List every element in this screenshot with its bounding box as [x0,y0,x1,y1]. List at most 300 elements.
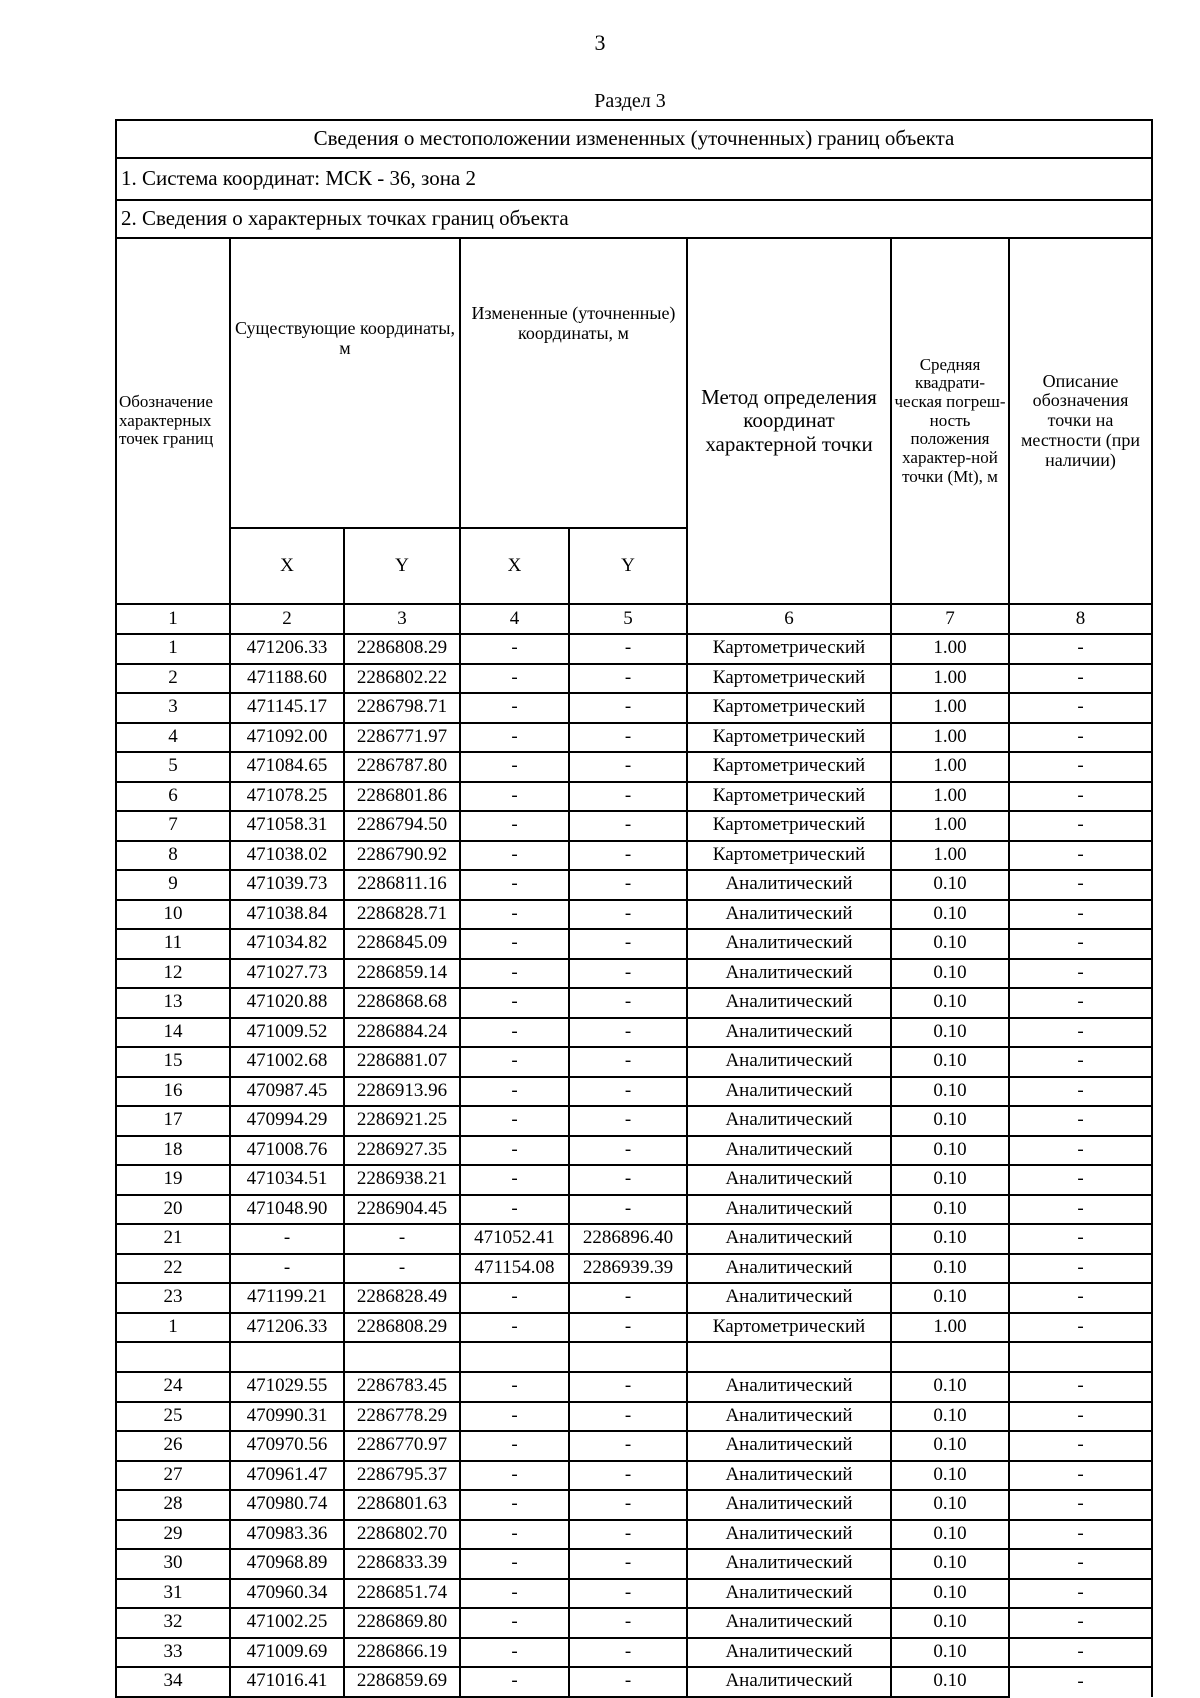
method: Картометрический [687,1313,891,1343]
point-number: 31 [116,1579,230,1609]
method: Аналитический [687,929,891,959]
table-row [116,1047,1152,1077]
description: - [1009,634,1152,664]
existing-x [230,1342,344,1372]
table-row [116,634,1152,664]
changed-y: - [569,1461,687,1491]
existing-y: 2286811.16 [344,870,460,900]
error-mt: 0.10 [891,1431,1009,1461]
changed-y: - [569,959,687,989]
changed-x: - [460,1372,569,1402]
description: - [1009,959,1152,989]
method: Картометрический [687,752,891,782]
point-number: 3 [116,693,230,723]
changed-y: - [569,1549,687,1579]
changed-y: - [569,1047,687,1077]
existing-y: 2286884.24 [344,1018,460,1048]
table-row [116,1579,1152,1609]
point-number: 2 [116,664,230,694]
changed-x: - [460,693,569,723]
existing-x: - [230,1224,344,1254]
existing-y: 2286881.07 [344,1047,460,1077]
description: - [1009,1608,1152,1638]
changed-y: - [569,723,687,753]
existing-x: 470983.36 [230,1520,344,1550]
changed-x: - [460,1165,569,1195]
changed-y: - [569,1402,687,1432]
method: Аналитический [687,1106,891,1136]
existing-y: 2286866.19 [344,1638,460,1668]
method: Картометрический [687,634,891,664]
existing-x: 471002.68 [230,1047,344,1077]
existing-x: 471008.76 [230,1136,344,1166]
changed-x [460,1342,569,1372]
point-number: 33 [116,1638,230,1668]
description: - [1009,811,1152,841]
table-row [116,1018,1152,1048]
existing-x: 471009.69 [230,1638,344,1668]
changed-x: - [460,959,569,989]
method [687,1342,891,1372]
col-number: 8 [1009,604,1152,634]
col-number: 6 [687,604,891,634]
col-number: 4 [460,604,569,634]
description: - [1009,1667,1152,1697]
description: - [1009,1254,1152,1284]
description: - [1009,782,1152,812]
description: - [1009,929,1152,959]
description: - [1009,1579,1152,1609]
method: Аналитический [687,1667,891,1697]
col-number: 5 [569,604,687,634]
changed-x: - [460,1283,569,1313]
point-number: 32 [116,1608,230,1638]
table-row [116,664,1152,694]
point-number: 22 [116,1254,230,1284]
method: Аналитический [687,1520,891,1550]
existing-x: 470987.45 [230,1077,344,1107]
method: Картометрический [687,841,891,871]
existing-y: 2286851.74 [344,1579,460,1609]
header-changed-coords: Измененные (уточненные) координаты, м [460,238,687,528]
changed-y: - [569,1283,687,1313]
method: Аналитический [687,900,891,930]
method: Аналитический [687,1638,891,1668]
existing-y: 2286794.50 [344,811,460,841]
existing-x: 470960.34 [230,1579,344,1609]
table-row [116,988,1152,1018]
method: Аналитический [687,1431,891,1461]
changed-y: - [569,1490,687,1520]
description: - [1009,1461,1152,1491]
point-number: 24 [116,1372,230,1402]
existing-x: 470968.89 [230,1549,344,1579]
table-row [116,1195,1152,1225]
existing-x: 471002.25 [230,1608,344,1638]
point-number: 17 [116,1106,230,1136]
existing-y: 2286787.80 [344,752,460,782]
point-number: 21 [116,1224,230,1254]
description: - [1009,1520,1152,1550]
changed-x: - [460,1106,569,1136]
description: - [1009,1549,1152,1579]
table-row [116,1520,1152,1550]
table-row [116,1667,1152,1697]
error-mt: 0.10 [891,900,1009,930]
error-mt: 0.10 [891,1490,1009,1520]
changed-y: - [569,988,687,1018]
description: - [1009,664,1152,694]
method: Аналитический [687,1579,891,1609]
existing-x: 471009.52 [230,1018,344,1048]
method: Аналитический [687,1136,891,1166]
changed-y: - [569,1106,687,1136]
existing-x: 470970.56 [230,1431,344,1461]
header-designation: Обозначение характерных точек границ [116,238,230,604]
changed-x: - [460,664,569,694]
table-row [116,1402,1152,1432]
point-number: 12 [116,959,230,989]
error-mt: 1.00 [891,1313,1009,1343]
header-changed-x: X [460,528,569,604]
point-number: 27 [116,1461,230,1491]
point-number: 9 [116,870,230,900]
point-number: 8 [116,841,230,871]
existing-y: 2286913.96 [344,1077,460,1107]
changed-y: - [569,1372,687,1402]
changed-x: - [460,1047,569,1077]
table-row [116,1313,1152,1343]
description: - [1009,752,1152,782]
existing-x: 471020.88 [230,988,344,1018]
table-row [116,752,1152,782]
existing-x: 471038.84 [230,900,344,930]
table-row [116,693,1152,723]
header-error: Средняя квадрати-ческая погреш-ность положения характер-ной точки (Mt), м [891,238,1009,604]
changed-x: - [460,1490,569,1520]
table-row [116,1549,1152,1579]
point-number: 11 [116,929,230,959]
changed-x: - [460,870,569,900]
existing-y: 2286927.35 [344,1136,460,1166]
section-label: Раздел 3 [594,90,666,112]
changed-x: - [460,1579,569,1609]
point-number: 13 [116,988,230,1018]
changed-y: - [569,1195,687,1225]
header-existing-coords: Существующие координаты, м [230,238,460,528]
method: Картометрический [687,664,891,694]
existing-x: 470994.29 [230,1106,344,1136]
method: Аналитический [687,988,891,1018]
method: Аналитический [687,1165,891,1195]
existing-x: 471084.65 [230,752,344,782]
changed-x: - [460,900,569,930]
method: Аналитический [687,870,891,900]
method: Аналитический [687,1254,891,1284]
table-row [116,1283,1152,1313]
method: Аналитический [687,959,891,989]
existing-y [344,1342,460,1372]
existing-y: 2286795.37 [344,1461,460,1491]
point-number: 1 [116,634,230,664]
existing-x: 471027.73 [230,959,344,989]
method: Аналитический [687,1490,891,1520]
point-number: 25 [116,1402,230,1432]
description: - [1009,1165,1152,1195]
existing-y: 2286802.22 [344,664,460,694]
existing-y: 2286801.86 [344,782,460,812]
existing-y: - [344,1224,460,1254]
point-number: 4 [116,723,230,753]
description: - [1009,1283,1152,1313]
header-method: Метод определения координат характерной точки [687,238,891,604]
description: - [1009,723,1152,753]
table-row [116,1224,1152,1254]
changed-x: - [460,929,569,959]
error-mt: 1.00 [891,782,1009,812]
table-row [116,1106,1152,1136]
point-number: 29 [116,1520,230,1550]
error-mt: 0.10 [891,870,1009,900]
error-mt: 1.00 [891,811,1009,841]
existing-x: 471016.41 [230,1667,344,1697]
error-mt: 0.10 [891,1667,1009,1697]
changed-y: - [569,1579,687,1609]
existing-x: 471206.33 [230,634,344,664]
table-row [116,1254,1152,1284]
changed-x: 471052.41 [460,1224,569,1254]
col-number: 2 [230,604,344,634]
point-number: 5 [116,752,230,782]
point-number: 26 [116,1431,230,1461]
existing-x: 471038.02 [230,841,344,871]
error-mt: 0.10 [891,1283,1009,1313]
table-row [116,1431,1152,1461]
method: Картометрический [687,811,891,841]
table-row [116,841,1152,871]
changed-x: - [460,752,569,782]
error-mt [891,1342,1009,1372]
existing-x: 470961.47 [230,1461,344,1491]
description: - [1009,1136,1152,1166]
header-existing-y: Y [344,528,460,604]
changed-x: - [460,782,569,812]
changed-y: - [569,1667,687,1697]
points-title-row: 2. Сведения о характерных точках границ объекта [116,200,1152,238]
existing-y: 2286868.68 [344,988,460,1018]
table-row [116,1372,1152,1402]
changed-y: - [569,1520,687,1550]
error-mt: 0.10 [891,1608,1009,1638]
col-number: 3 [344,604,460,634]
changed-x: - [460,723,569,753]
col-number: 7 [891,604,1009,634]
table-row [116,1490,1152,1520]
changed-y: - [569,870,687,900]
table-row-separator [116,1342,1152,1372]
changed-x: - [460,1018,569,1048]
changed-x: - [460,841,569,871]
boundary-points-table [115,119,1153,1698]
description: - [1009,1195,1152,1225]
description: - [1009,988,1152,1018]
table-row [116,1165,1152,1195]
description: - [1009,693,1152,723]
header-existing-x: X [230,528,344,604]
point-number: 14 [116,1018,230,1048]
table-row [116,1638,1152,1668]
error-mt: 1.00 [891,634,1009,664]
method: Аналитический [687,1047,891,1077]
description: - [1009,841,1152,871]
table-row [116,1461,1152,1491]
description: - [1009,870,1152,900]
description: - [1009,1224,1152,1254]
changed-y: - [569,664,687,694]
method: Аналитический [687,1018,891,1048]
table-row [116,782,1152,812]
existing-x: 470980.74 [230,1490,344,1520]
changed-y: 2286939.39 [569,1254,687,1284]
point-number: 6 [116,782,230,812]
changed-x: - [460,1667,569,1697]
method: Аналитический [687,1077,891,1107]
changed-x: - [460,1638,569,1668]
description: - [1009,1077,1152,1107]
existing-y: 2286845.09 [344,929,460,959]
table-row [116,900,1152,930]
existing-y: 2286938.21 [344,1165,460,1195]
existing-y: 2286783.45 [344,1372,460,1402]
description: - [1009,1402,1152,1432]
point-number: 28 [116,1490,230,1520]
changed-y: - [569,1018,687,1048]
error-mt: 0.10 [891,1077,1009,1107]
changed-x: - [460,1608,569,1638]
table-row [116,959,1152,989]
error-mt: 0.10 [891,1018,1009,1048]
header-changed-y: Y [569,528,687,604]
changed-x: - [460,811,569,841]
existing-y: 2286921.25 [344,1106,460,1136]
changed-y [569,1342,687,1372]
error-mt: 1.00 [891,841,1009,871]
point-number: 16 [116,1077,230,1107]
changed-y: - [569,1638,687,1668]
method: Картометрический [687,782,891,812]
description: - [1009,1047,1152,1077]
method: Аналитический [687,1402,891,1432]
existing-x: 471092.00 [230,723,344,753]
changed-y: - [569,811,687,841]
point-number: 18 [116,1136,230,1166]
table-row [116,1136,1152,1166]
changed-y: - [569,1608,687,1638]
description: - [1009,1106,1152,1136]
changed-y: - [569,1431,687,1461]
error-mt: 1.00 [891,723,1009,753]
point-number: 34 [116,1667,230,1697]
table-row [116,1077,1152,1107]
changed-y: - [569,1313,687,1343]
error-mt: 0.10 [891,959,1009,989]
error-mt: 0.10 [891,1520,1009,1550]
changed-y: - [569,782,687,812]
changed-x: - [460,1195,569,1225]
existing-y: 2286778.29 [344,1402,460,1432]
changed-y: - [569,841,687,871]
error-mt: 0.10 [891,1224,1009,1254]
error-mt: 1.00 [891,752,1009,782]
description: - [1009,1313,1152,1343]
description: - [1009,1372,1152,1402]
col-number: 1 [116,604,230,634]
existing-x: 471039.73 [230,870,344,900]
error-mt: 0.10 [891,1165,1009,1195]
description: - [1009,1638,1152,1668]
changed-y: - [569,1077,687,1107]
description: - [1009,1431,1152,1461]
error-mt: 0.10 [891,1461,1009,1491]
header-description: Описание обозначения точки на местности (при наличии) [1009,238,1152,604]
error-mt: 0.10 [891,1254,1009,1284]
table-row [116,870,1152,900]
method: Картометрический [687,723,891,753]
existing-y: 2286798.71 [344,693,460,723]
changed-x: - [460,988,569,1018]
changed-y: - [569,693,687,723]
point-number: 7 [116,811,230,841]
error-mt: 0.10 [891,1402,1009,1432]
error-mt: 0.10 [891,1106,1009,1136]
changed-x: - [460,1077,569,1107]
changed-x: 471154.08 [460,1254,569,1284]
error-mt: 0.10 [891,1372,1009,1402]
existing-x: 471034.51 [230,1165,344,1195]
description: - [1009,1018,1152,1048]
existing-x: 471029.55 [230,1372,344,1402]
existing-x: 470990.31 [230,1402,344,1432]
existing-y: 2286904.45 [344,1195,460,1225]
point-number: 23 [116,1283,230,1313]
point-number [116,1342,230,1372]
table-row [116,723,1152,753]
changed-y: - [569,929,687,959]
page-number: 3 [594,30,606,55]
method: Аналитический [687,1372,891,1402]
error-mt: 0.10 [891,1136,1009,1166]
method: Аналитический [687,1283,891,1313]
method: Аналитический [687,1608,891,1638]
point-number: 1 [116,1313,230,1343]
existing-y: 2286801.63 [344,1490,460,1520]
error-mt: 1.00 [891,664,1009,694]
changed-x: - [460,1461,569,1491]
existing-x: - [230,1254,344,1284]
error-mt: 0.10 [891,1638,1009,1668]
table-row [116,811,1152,841]
error-mt: 0.10 [891,1549,1009,1579]
existing-y: 2286828.49 [344,1283,460,1313]
description: - [1009,900,1152,930]
description [1009,1342,1152,1372]
table-row [116,1608,1152,1638]
point-number: 19 [116,1165,230,1195]
method: Аналитический [687,1549,891,1579]
point-number: 20 [116,1195,230,1225]
existing-y: 2286808.29 [344,1313,460,1343]
existing-x: 471034.82 [230,929,344,959]
